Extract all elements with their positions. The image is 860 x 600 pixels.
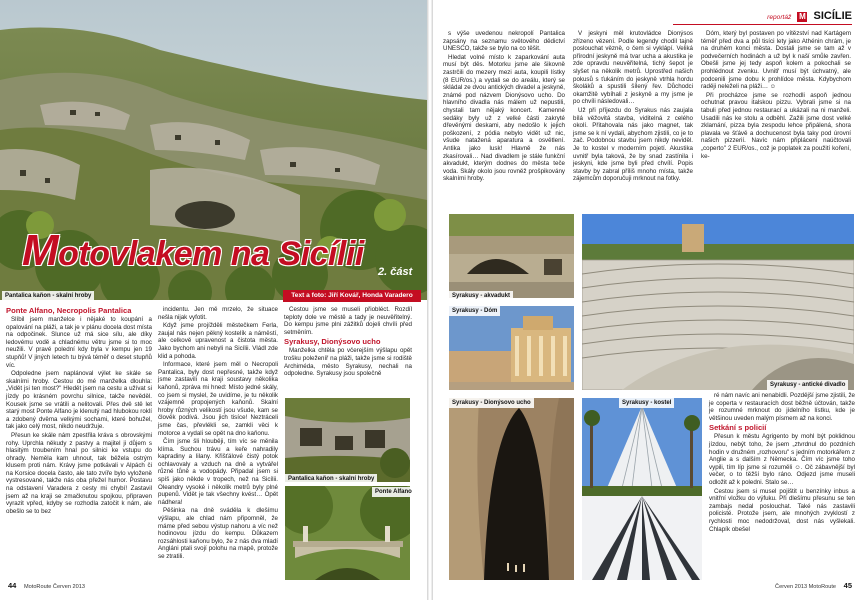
paragraph: Manželka chtěla po včerejším výšlapu opět trošku poleženíř na pláži, takže jsme si rodiště Archiméda, město Syrakusy, nechali na odpoledne. Syrakusy jsou společně [284,347,412,378]
subheading-ponte-alfano: Ponte Alfano, Necropolis Pantalica [6,306,132,315]
paragraph: Přesun ke skále nám zpestřila kráva s obrovskými rohy. Uprchla někudy z pastvy a majitel ji důjem s hlasitým troubením hnal po silnici ke vstupu do ohrady. Neměla kam uhnout, tak běžela ostrým klusem proti nám. Krávy jsme potkávali v Alpách či na Korsice docela často, ale tato zvíře bylo vyloženě vystresované, takže nás oba přežel humor. Postavu na odstavení Varadera z cesty mi chybí! Zastavil jsem až na kraji se zmačknutou spojkou, připraven vyrazit vpřed, kdyby se rozhodla zatočit k nám, ale obešlo se to bez [6,431,152,515]
left-column-3 [284,306,412,379]
right-column-1 [443,30,565,184]
photo-skalni-hroby [285,398,410,482]
paragraph: ré nám navíc ani nenabídli. Pozdější jsme zjistili, že je coperta v restauracích dost běžně účtován, takže je rozumné mrknout do jídelního lístku, kde je většinou uveden malým písmem až na konci. [709,392,856,422]
page-number-left: 44 [8,581,17,590]
caption-skalni-hroby: Pantalica kaňon - skalní hroby [285,474,377,484]
footer-right: Červen 2013 MotoRoute [775,584,836,590]
caption-ponte-alfano: Ponte Alfano [372,487,415,497]
paragraph: Když jsme projížděli městečkem Ferla, zaujal nás nejen pěkný kostelík a náměstí, ale celkově upravenost a čistota města. Jako bychom ani nebyli na Sicílii. Vládl zde klid a pohoda. [158,322,278,360]
caption-aqueduct: Syrakusy - akvadukt [449,291,513,301]
paragraph: Cestou jsme se museli přiobléct. Rozdíl teploty dole ve městě a tady je neuvěřitelný. Do kempu jsme plni zážitků dojeli chvíli před setměním. [284,306,412,336]
caption-hero: Pantalica kaňon - skalní hroby [2,291,94,301]
paragraph: Už při příjezdu do Syrakus nás zaujala bílá věžovitá stavba, viditelná z celého okolí. Přitahovala nás jako magnet, tak jsme se k ní vydali, abychom zjistili, co je to zač. Podobnou stavbu jsem nikdy neviděl. Je to kostel v moderním pojetí. Akustika uvnitř byla taková, že by snad zastínila i jeskyni, kde jsme byli před chvílí. Popis stavby by zabral příliš mnoho místa, takže zájemcům doporučuji mrknout na fotky. [573,106,693,183]
paragraph: Hledat volné místo k zaparkování auta musí být děs. Motorku jsme ale šikovně zastrčili do mezery mezi auta, koupili lístky (8 EUR/os.) a vydali se do areálu, který se skládal ze dvou antických divadel a jeskyně, známé pod názvem Dionýsovo ucho. Do hlavního divadla nás málem už nepustili, chystali tam nějaký koncert. Kamenné sedáky byly už z velké části zakryté dřevěnými deskami, aby nedošlo k jejich poškození, z pódia nebylo vidět už nic, všude natažená aparatura a osvětlení. Antika jako lusk! Hlavně že nás zkasírovali… Nad divadlem je stále funkční akvadukt, kterým dodnes do města teče voda. Skály okolo jsou rovněž prošpikovány skalními hroby. [443,53,565,183]
left-page [0,0,427,600]
photo-ponte-alfano [285,486,410,580]
right-column-3 [701,30,851,161]
paragraph: s výše uvedenou nekropolí Pantalica zapsány na seznamu světového dědictví UNESCO, takže se bylo na co těšit. [443,30,565,53]
paragraph: Čím jsme šli hlouběji, tím víc se měnila klíma. Suchou trávu a keře nahradily kapradiny a lilany. Křišťálové čistý potok ochlavovaly a vzduch na dně a vytvářel různé tůně a vodopády. Připadal jsem si spíš jako někde v tropech, než na Sicílii. Oleandry vysoké i několik metrů byly plné pupenů. Vidět je tak všechny kvést… Opět nádhera! [158,438,278,506]
paragraph: V jeskyni měl krutovládce Dionýsos zřízeno vězení. Podle legendy chodil tajně poslouchat vězně, o čem si vyklápí. Veliká přírodní jeskyně má tvar ucha a akustika je zde opravdu neuvěřitelná, tichý šepot je slyšet na několik metrů. Uprostřed našich pokusů s ťukáním do jeskyně vtrhla hordu školáků a spustili šílený řev. Důchodci okamžitě vybíhali z jeskyně a my jsme je po chvíli následovali… [573,30,693,106]
caption-dome: Syrakusy - Dóm [449,306,500,316]
section-header [767,10,852,22]
section-title: SICÍLIE [813,10,852,22]
header-rule [673,24,852,25]
paragraph: Slíbil jsem manželce i nějaké to koupání a opalování na pláži, a tak je v plánu docela dost místa na odpočinek. Slunce už má sice sílu, ale díky ledovému vodě a chladnému větru jsme si to moc neužili. V pravé polední kdy byla v kempu jen 19 stupňů! V jiných letech tu bývá téměř o deset stupňů víc. [6,316,152,369]
right-column-2 [573,30,693,184]
section-prefix: reportáž [767,14,792,21]
photo-dome [449,306,574,390]
caption-theatre: Syrakusy - antické divadlo [767,380,848,390]
article-title: Motovlakem na Sicílii [22,226,364,275]
paragraph: Při procházce jsme se rozhodli aspoň jednou ochutnat pravou italskou pizzu. Vybrali jsme si na tabuli před jednou restaurací a ukázali na ni manželi. Usadili nás ke stolu a odběhl. Zažili jsme dost velké zklamání, pizza byla zespodu lehce připálená, shora plavala ve šťávě a dochucenost byla taky pod úrovní našich pizzerií. Navíc nám připlácení naúčtovali „coperto" 2 EUR/os., což je poplatek za použití koření, ke- [701,91,851,160]
paragraph: Odpoledne jsem naplánoval výlet ke skále se skalními hroby. Cestou do mé manželka dlouhla: „Vidět jsi ten most?" Hledět jsem na cestu a užívat si jízdy po krásném povrchu silnice, takže nevěděl. Kousek jsme se vrátili a nelitovali. Přes dvě stě let starý most Ponte Alfano je klenutý nad hlubokou roklí a zdobený dvěma velkými sochami, které bohužel, tak jako celý most, nikdo neudržuje. [6,370,152,431]
page-number-right: 45 [843,581,852,590]
subheading-police: Setkání s policií [709,423,767,433]
paragraph: Cestou jsem si musel pojištit u benzínky inbus a vnitřní vložku do výfuku. Při dlešímu přesunu se ten zambajs nedal poslouchat. Také nás zastavili policisté. Protože jsem, ale mnohých zvyklostí z rychlosti moc nedodržoval, dost nás vyšlekali. Chlapík obešel [709,487,855,533]
paragraph: Dóm, který byl postaven po vítězství nad Kartágem téměř před dva a půl tisíci lety jako Athénin chrám, je na druhém konci města. Dostali jsme se tam až v podvečerních hodinách a už byl k naší smůle zavřen. Obešli jsme jej tedy aspoň kolem a pokochali se prohlédnout zvenku. Uvnitř musí být úchvatný, ale podcenili jsme dobu k prohlídce města. Kdybychom raději neleželi na pláži… ☺ [701,30,851,91]
photo-greek-theatre [582,214,854,390]
photo-aqueduct [449,214,574,298]
magazine-logo-icon: M [799,12,806,21]
paragraph: Pěšinka na dně sváděla k dlešímu výšlapu, ale chlad nám připomněl, že máme před sebou výstup nahoru a víc než hodinovou jízdu do kempu. Důkazem rozsáhlosti kaňonu bylo, že z nás dva mladí Angláni ptali svojí polohu na mapě, protože se ztratili. [158,507,278,560]
author-credit: Text a foto: Jiří Kovář, Honda Varadero [283,290,421,302]
paragraph: Přesun k městu Agrigento by mohl být poklidnou jízdou, nebýt toho, že jsem „ztvrdnul do pozdních hodin v družném „rozhovoru" s jedním motorkářem z Anglie a s dalším z Německa. Čím víc jsme toho vypili, tím líp jsme si rozuměli ☺. Oč zábavnější byl večer, o to těžší bylo ráno. Odjezd jsme museli odložit až k poledni. Stalo se… [709,433,855,486]
left-column-1 [6,306,152,516]
article-part-label: 2. část [378,266,413,278]
right-column-4 [709,392,855,534]
caption-church: Syrakusy - kostel [619,398,674,408]
left-column-2 [158,306,278,562]
paragraph: Informace, které jsem měl o Necropoli Pantalica, byly dost nepřesné, takže když jsme zastavili na kraji soustavy několika kaňonů, zpráva mi hned: Místo jedné skály, co jsem si myslel, že uvidíme, je tu několik vzájemně propojených kaňonů. Skalní hroby různých velikostí jsou všude, kam se člověk podívá. Jsou jich tisíce! Neztráceli jsme čas, převlékli se, zamkli věci k motorce a vydali se opět na dno kaňonu. [158,361,278,437]
footer-left: MotoRoute Červen 2013 [24,584,85,590]
paragraph: incidentu. Jen mě mrzelo, že situace nešla nijak vyfotit. [158,306,278,321]
subheading-syrakusy: Syrakusy, Dionýsovo ucho [284,337,381,347]
right-page [433,0,860,600]
caption-ear: Syrakusy - Dionýsovo ucho [449,398,534,408]
photo-modern-church [582,398,702,580]
photo-ear-of-dionysius [449,398,574,580]
